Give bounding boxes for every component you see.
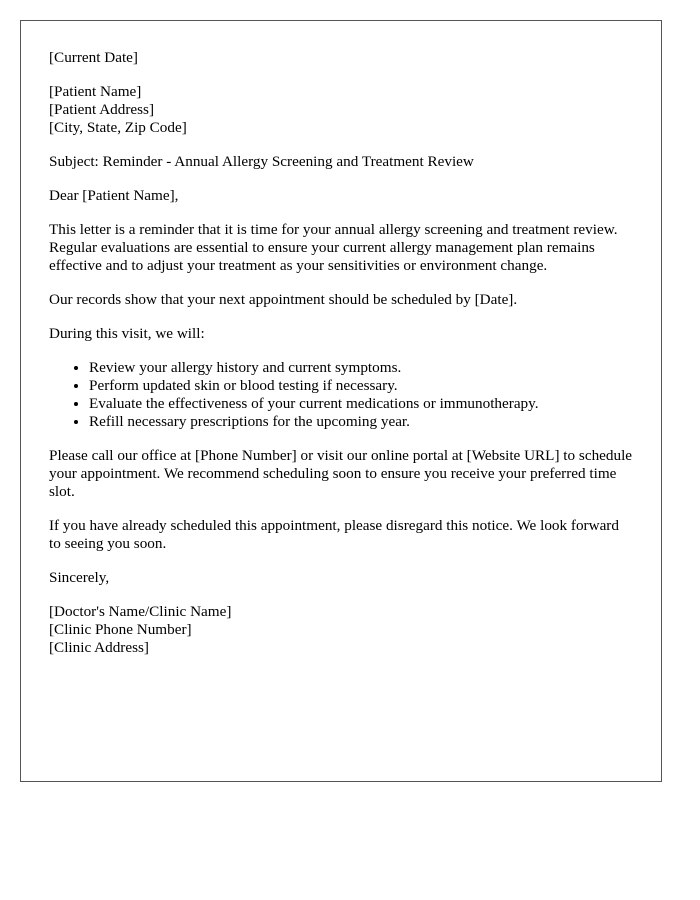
recipient-address: [Patient Address] [49, 101, 155, 118]
paragraph-intro: This letter is a reminder that it is time for your annual allergy screening and treatment review. Regular evaluations are essential to ensure your current allergy management plan remains effective and to adjust your treatment as your sensitivities or environment change. [49, 221, 618, 274]
visit-items-list [49, 359, 633, 431]
paragraph-records: Our records show that your next appointment should be scheduled by [Date]. [49, 291, 518, 308]
letter-date: [Current Date] [49, 49, 138, 66]
letter-page [20, 20, 662, 782]
paragraph-visit-intro: During this visit, we will: [49, 325, 205, 342]
paragraph-contact: Please call our office at [Phone Number] or visit our online portal at [Website URL] to schedule your appointment. We recommend scheduling soon to ensure you receive your preferred time slot. [49, 447, 633, 500]
letter-closing: Sincerely, [49, 569, 110, 586]
recipient-name: [Patient Name] [49, 83, 142, 100]
letter-salutation: Dear [Patient Name], [49, 187, 179, 204]
signature-address: [Clinic Address] [49, 639, 149, 656]
paragraph-disregard: If you have already scheduled this appointment, please disregard this notice. We look forward to seeing you soon. [49, 517, 619, 552]
list-item: • Perform updated skin or blood testing if necessary. [89, 377, 633, 395]
signature-block [49, 603, 633, 657]
recipient-block [49, 83, 633, 137]
list-item: • Refill necessary prescriptions for the upcoming year. [89, 413, 633, 431]
list-item: • Review your allergy history and current symptoms. [89, 359, 633, 377]
signature-phone: [Clinic Phone Number] [49, 621, 192, 638]
recipient-city-state-zip: [City, State, Zip Code] [49, 119, 187, 136]
letter-subject: Subject: Reminder - Annual Allergy Screening and Treatment Review [49, 153, 474, 170]
signature-name: [Doctor's Name/Clinic Name] [49, 603, 232, 620]
list-item: • Evaluate the effectiveness of your current medications or immunotherapy. [89, 395, 633, 413]
